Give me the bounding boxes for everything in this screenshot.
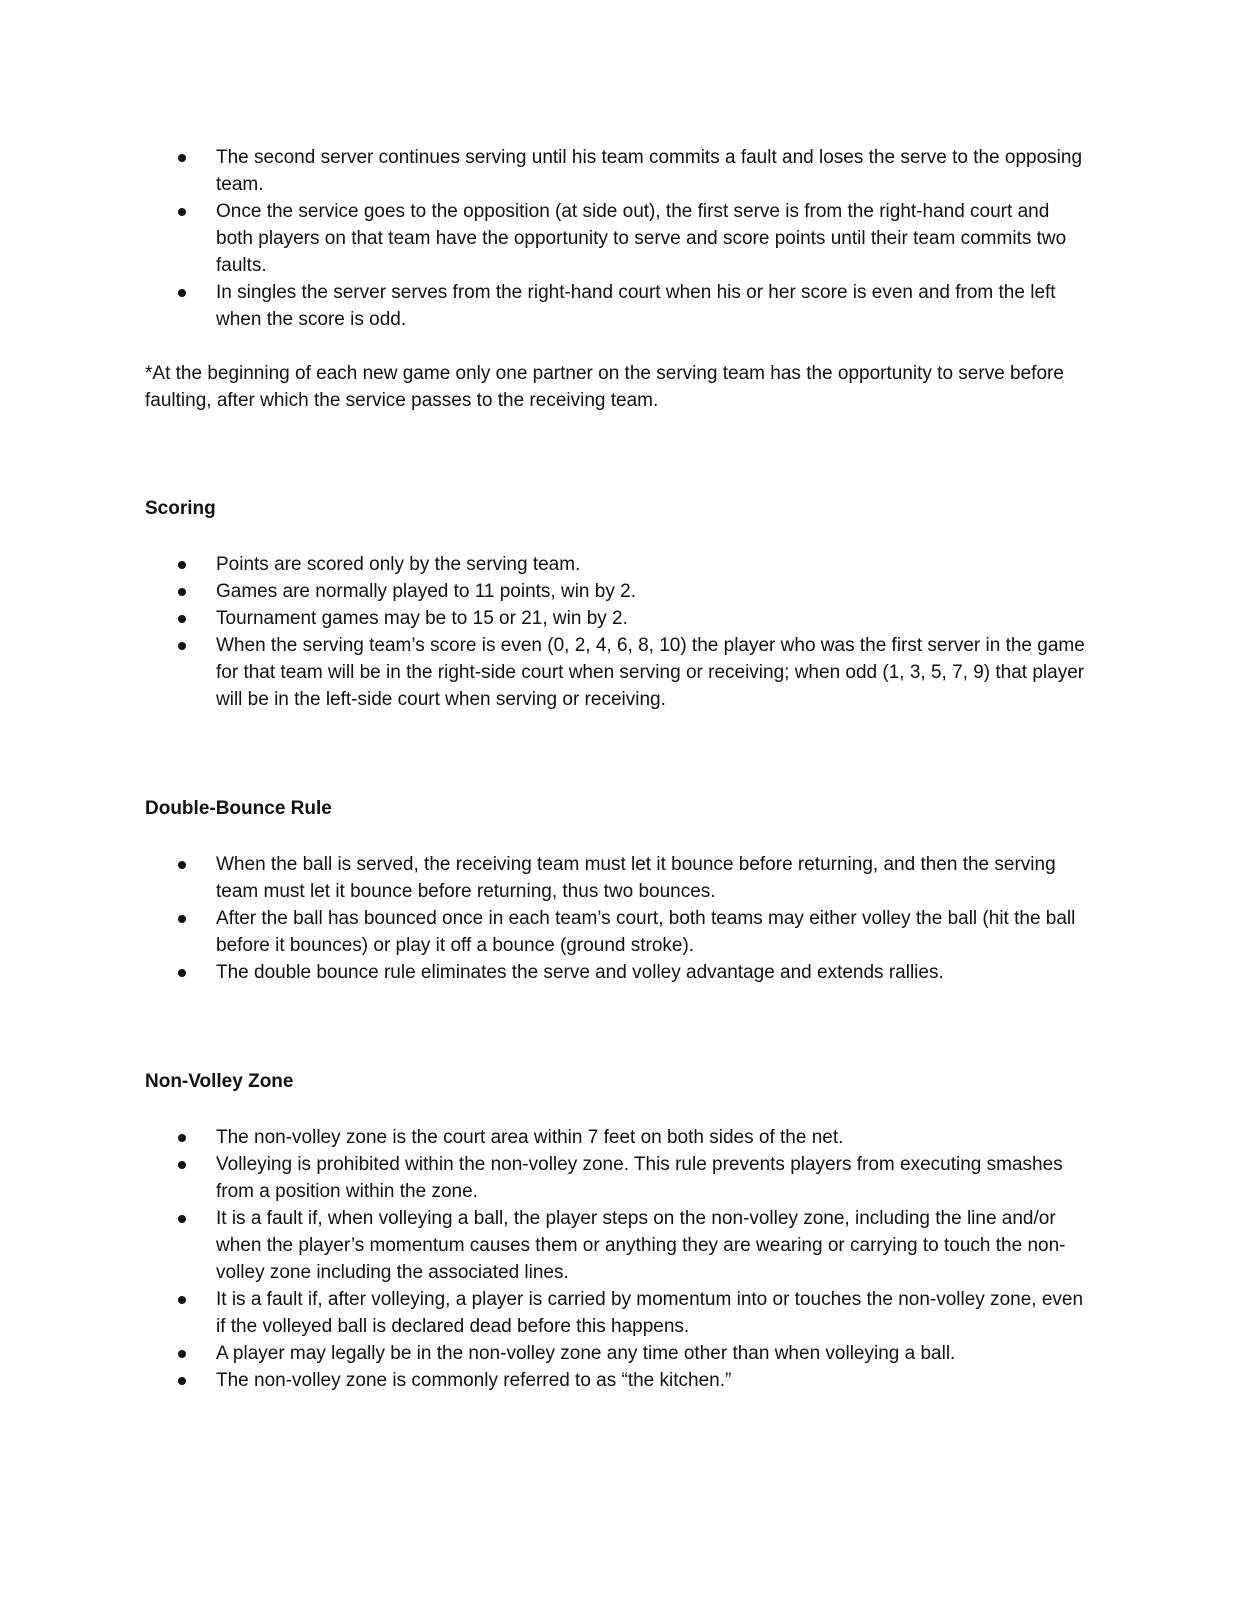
bullet-icon bbox=[178, 1377, 186, 1385]
list-item: The double bounce rule eliminates the serve and volley advantage and extends rallies. bbox=[145, 959, 1090, 986]
double-bounce-list-section bbox=[145, 851, 1090, 986]
bullet-icon bbox=[178, 588, 186, 596]
scoring-heading: Scoring bbox=[145, 498, 216, 519]
non-volley-zone-list-section bbox=[145, 1124, 1090, 1394]
non-volley-zone-section bbox=[145, 1068, 1090, 1095]
serving-rules-section bbox=[145, 144, 1090, 333]
bullet-icon bbox=[178, 1161, 186, 1169]
scoring-section bbox=[145, 495, 1090, 522]
list-item: Points are scored only by the serving team. bbox=[145, 551, 1090, 578]
list-item: When the serving team’s score is even (0, 2, 4, 6, 8, 10) the player who was the first server in the game for that team will be in the right-side court when serving or receiving; when odd (1, 3, 5, 7, 9) that player will be in the left-side court when serving or receiving. bbox=[145, 632, 1090, 713]
bullet-icon bbox=[178, 1296, 186, 1304]
list-item: Volleying is prohibited within the non-volley zone. This rule prevents players from executing smashes from a position within the zone. bbox=[145, 1151, 1090, 1205]
bullet-icon bbox=[178, 1215, 186, 1223]
bullet-icon bbox=[178, 1350, 186, 1358]
bullet-icon bbox=[178, 615, 186, 623]
scoring-list bbox=[145, 551, 1090, 713]
list-item: In singles the server serves from the right-hand court when his or her score is even and from the left when the score is odd. bbox=[145, 279, 1090, 333]
serving-note-section bbox=[145, 360, 1090, 414]
bullet-icon bbox=[178, 642, 186, 650]
bullet-icon bbox=[178, 289, 186, 297]
list-item: When the ball is served, the receiving team must let it bounce before returning, and then the serving team must let it bounce before returning, thus two bounces. bbox=[145, 851, 1090, 905]
list-item: The second server continues serving until his team commits a fault and loses the serve to the opposing team. bbox=[145, 144, 1090, 198]
list-item: It is a fault if, after volleying, a player is carried by momentum into or touches the non-volley zone, even if the volleyed ball is declared dead before this happens. bbox=[145, 1286, 1090, 1340]
bullet-icon bbox=[178, 861, 186, 869]
bullet-icon bbox=[178, 915, 186, 923]
bullet-icon bbox=[178, 154, 186, 162]
bullet-icon bbox=[178, 561, 186, 569]
serving-rules-list bbox=[145, 144, 1090, 333]
list-item: Tournament games may be to 15 or 21, win by 2. bbox=[145, 605, 1090, 632]
scoring-list-section bbox=[145, 551, 1090, 713]
double-bounce-heading: Double-Bounce Rule bbox=[145, 798, 332, 819]
bullet-icon bbox=[178, 1134, 186, 1142]
list-item: A player may legally be in the non-volley zone any time other than when volleying a ball. bbox=[145, 1340, 1090, 1367]
serving-note: *At the beginning of each new game only one partner on the serving team has the opportunity to serve before faulting, after which the service passes to the receiving team. bbox=[145, 363, 1064, 411]
non-volley-zone-list bbox=[145, 1124, 1090, 1394]
double-bounce-section bbox=[145, 795, 1090, 822]
bullet-icon bbox=[178, 969, 186, 977]
list-item: Games are normally played to 11 points, win by 2. bbox=[145, 578, 1090, 605]
non-volley-zone-heading: Non-Volley Zone bbox=[145, 1071, 294, 1092]
list-item: After the ball has bounced once in each team’s court, both teams may either volley the ball (hit the ball before it bounces) or play it off a bounce (ground stroke). bbox=[145, 905, 1090, 959]
double-bounce-list bbox=[145, 851, 1090, 986]
bullet-icon bbox=[178, 208, 186, 216]
list-item: It is a fault if, when volleying a ball, the player steps on the non-volley zone, including the line and/or when the player’s momentum causes them or anything they are wearing or carrying to touch the non-volley zone including the associated lines. bbox=[145, 1205, 1090, 1286]
list-item: Once the service goes to the opposition (at side out), the first serve is from the right-hand court and both players on that team have the opportunity to serve and score points until their team commits two faults. bbox=[145, 198, 1090, 279]
list-item: The non-volley zone is the court area within 7 feet on both sides of the net. bbox=[145, 1124, 1090, 1151]
list-item: The non-volley zone is commonly referred to as “the kitchen.” bbox=[145, 1367, 1090, 1394]
